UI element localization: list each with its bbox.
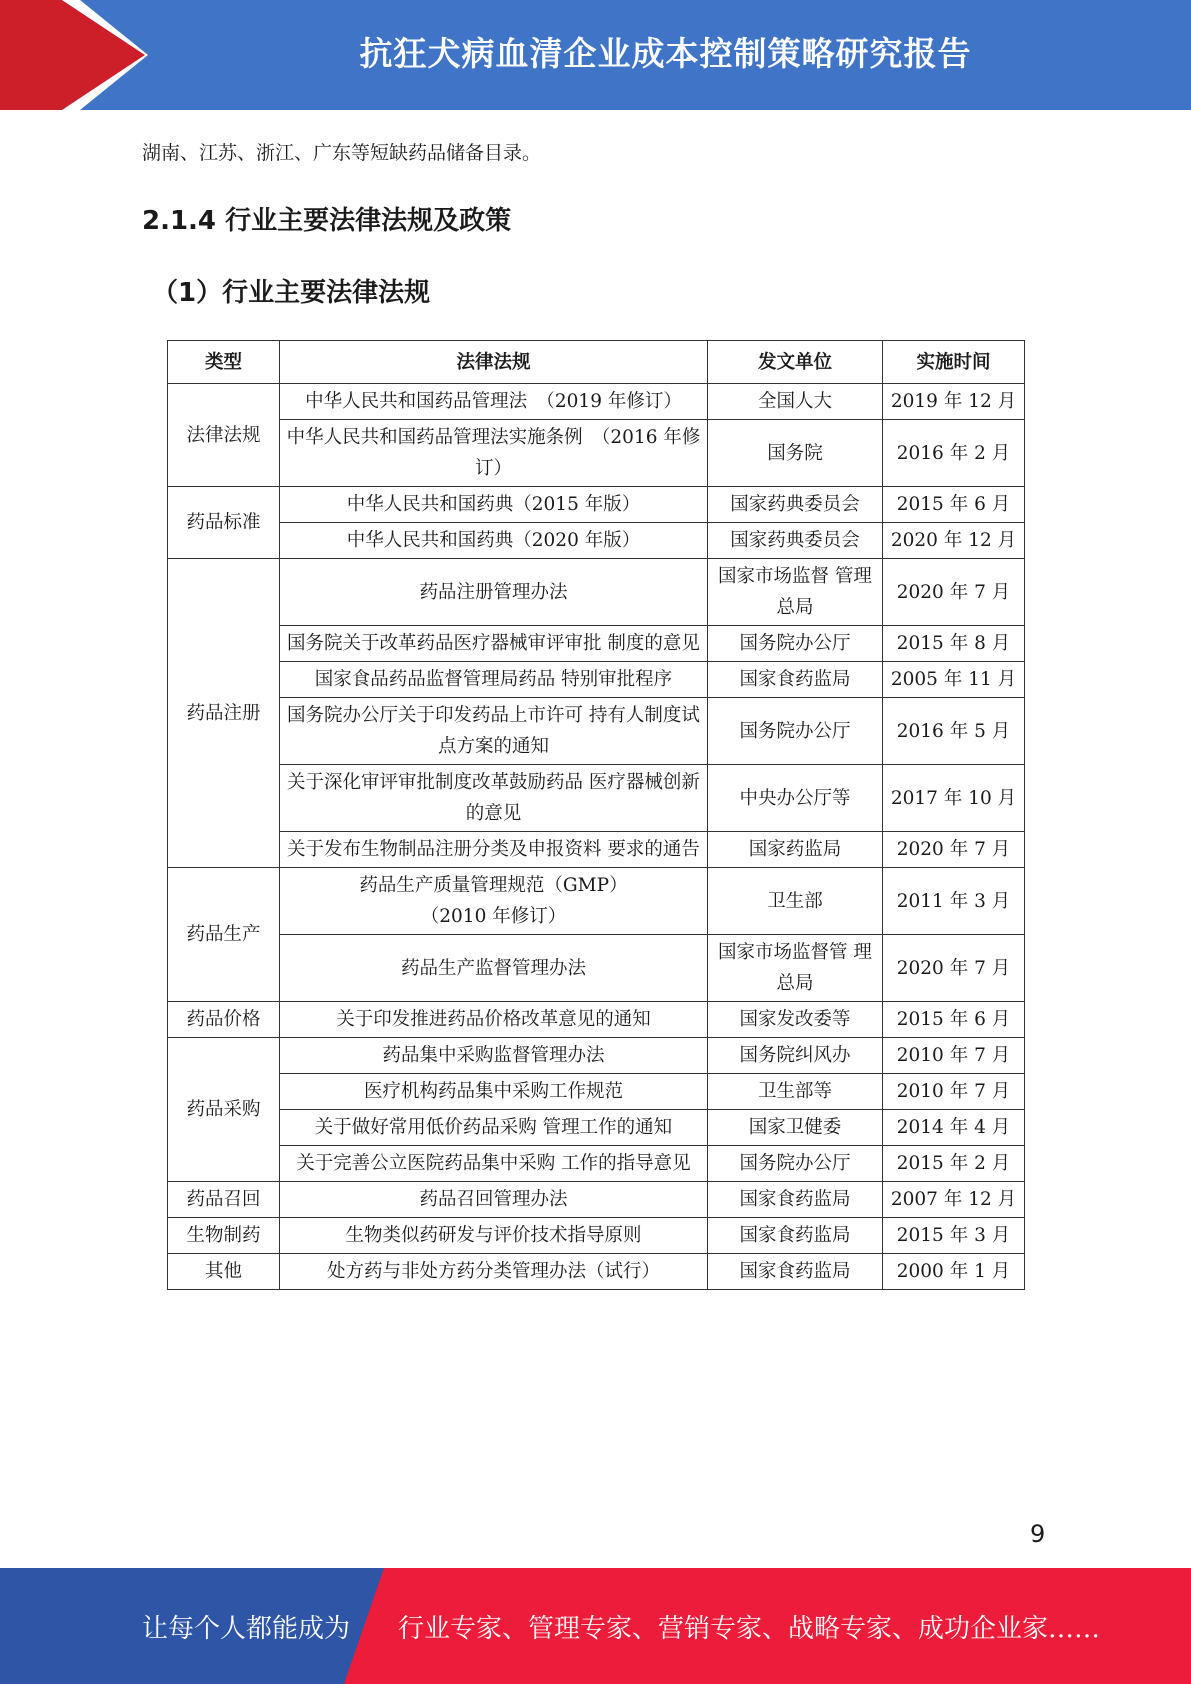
effective-date-cell: 2020 年 7 月 [883, 832, 1025, 868]
effective-date-cell: 2015 年 6 月 [883, 487, 1025, 523]
table-row [168, 1254, 1025, 1290]
column-header-regulation: 法律法规 [280, 341, 708, 384]
issuer-cell: 国家食药监局 [708, 1254, 883, 1290]
issuer-cell: 国家发改委等 [708, 1002, 883, 1038]
section-heading: 2.1.4 行业主要法律法规及政策 [142, 206, 512, 236]
table-row [168, 765, 1025, 832]
issuer-cell: 国家市场监督 管理总局 [708, 559, 883, 626]
intro-text: 湖南、江苏、浙江、广东等短缺药品储备目录。 [142, 142, 542, 164]
table-row [168, 1038, 1025, 1074]
category-cell: 其他 [168, 1254, 280, 1290]
table-row [168, 1074, 1025, 1110]
table-row [168, 868, 1025, 935]
issuer-cell: 国家药监局 [708, 832, 883, 868]
issuer-cell: 国家卫健委 [708, 1110, 883, 1146]
effective-date-cell: 2015 年 3 月 [883, 1218, 1025, 1254]
regulation-cell: 中华人民共和国药品管理法 （2019 年修订） [280, 384, 708, 420]
regulation-cell: 国务院办公厅关于印发药品上市许可 持有人制度试点方案的通知 [280, 698, 708, 765]
regulation-cell: 关于做好常用低价药品采购 管理工作的通知 [280, 1110, 708, 1146]
subsection-heading: （1）行业主要法律法规 [152, 278, 431, 308]
table-row [168, 523, 1025, 559]
issuer-cell: 卫生部 [708, 868, 883, 935]
regulation-cell: 医疗机构药品集中采购工作规范 [280, 1074, 708, 1110]
effective-date-cell: 2011 年 3 月 [883, 868, 1025, 935]
table-row [168, 384, 1025, 420]
table-row [168, 662, 1025, 698]
effective-date-cell: 2015 年 8 月 [883, 626, 1025, 662]
issuer-cell: 国家食药监局 [708, 1182, 883, 1218]
effective-date-cell: 2000 年 1 月 [883, 1254, 1025, 1290]
table-row [168, 832, 1025, 868]
effective-date-cell: 2010 年 7 月 [883, 1074, 1025, 1110]
table-header-row [168, 341, 1025, 384]
effective-date-cell: 2020 年 7 月 [883, 559, 1025, 626]
regulation-cell: 药品生产质量管理规范（GMP） （2010 年修订） [280, 868, 708, 935]
table-row [168, 1182, 1025, 1218]
regulation-cell: 处方药与非处方药分类管理办法（试行） [280, 1254, 708, 1290]
table-row [168, 1110, 1025, 1146]
effective-date-cell: 2015 年 6 月 [883, 1002, 1025, 1038]
regulation-cell: 关于发布生物制品注册分类及申报资料 要求的通告 [280, 832, 708, 868]
category-cell: 法律法规 [168, 384, 280, 487]
table-row [168, 1218, 1025, 1254]
category-cell: 药品召回 [168, 1182, 280, 1218]
table-row [168, 1146, 1025, 1182]
category-cell: 药品采购 [168, 1038, 280, 1182]
effective-date-cell: 2020 年 12 月 [883, 523, 1025, 559]
effective-date-cell: 2016 年 5 月 [883, 698, 1025, 765]
table-row [168, 626, 1025, 662]
footer-slogan-right: 行业专家、管理专家、营销专家、战略专家、成功企业家…… [398, 1614, 1101, 1644]
column-header-issuer: 发文单位 [708, 341, 883, 384]
regulation-cell: 关于印发推进药品价格改革意见的通知 [280, 1002, 708, 1038]
issuer-cell: 中央办公厅等 [708, 765, 883, 832]
page-number: 9 [1030, 1520, 1046, 1548]
category-cell: 药品标准 [168, 487, 280, 559]
effective-date-cell: 2020 年 7 月 [883, 935, 1025, 1002]
regulation-cell: 药品召回管理办法 [280, 1182, 708, 1218]
table-row [168, 487, 1025, 523]
table-row [168, 420, 1025, 487]
regulation-cell: 国务院关于改革药品医疗器械审评审批 制度的意见 [280, 626, 708, 662]
effective-date-cell: 2017 年 10 月 [883, 765, 1025, 832]
table-row [168, 935, 1025, 1002]
footer-slogan-left: 让每个人都能成为 [142, 1614, 351, 1644]
table-row [168, 698, 1025, 765]
category-cell: 生物制药 [168, 1218, 280, 1254]
category-cell: 药品生产 [168, 868, 280, 1002]
page-footer [0, 1568, 1191, 1684]
column-header-type: 类型 [168, 341, 280, 384]
issuer-cell: 国务院办公厅 [708, 626, 883, 662]
effective-date-cell: 2016 年 2 月 [883, 420, 1025, 487]
regulation-cell: 药品集中采购监督管理办法 [280, 1038, 708, 1074]
regulation-cell: 中华人民共和国药典（2020 年版） [280, 523, 708, 559]
regulation-cell: 中华人民共和国药典（2015 年版） [280, 487, 708, 523]
issuer-cell: 国务院纠风办 [708, 1038, 883, 1074]
effective-date-cell: 2014 年 4 月 [883, 1110, 1025, 1146]
regulation-cell: 国家食品药品监督管理局药品 特别审批程序 [280, 662, 708, 698]
regulation-cell: 关于完善公立医院药品集中采购 工作的指导意见 [280, 1146, 708, 1182]
issuer-cell: 国务院办公厅 [708, 1146, 883, 1182]
page-header [0, 0, 1191, 110]
regulation-cell: 中华人民共和国药品管理法实施条例 （2016 年修订） [280, 420, 708, 487]
effective-date-cell: 2007 年 12 月 [883, 1182, 1025, 1218]
report-title: 抗狂犬病血清企业成本控制策略研究报告 [359, 34, 972, 73]
issuer-cell: 国家食药监局 [708, 1218, 883, 1254]
issuer-cell: 卫生部等 [708, 1074, 883, 1110]
issuer-cell: 全国人大 [708, 384, 883, 420]
regulations-table [167, 340, 1025, 1290]
table-row [168, 559, 1025, 626]
issuer-cell: 国务院办公厅 [708, 698, 883, 765]
regulation-cell: 药品生产监督管理办法 [280, 935, 708, 1002]
header-arrow-decoration [0, 0, 160, 110]
regulation-cell: 生物类似药研发与评价技术指导原则 [280, 1218, 708, 1254]
table-body [168, 384, 1025, 1290]
regulation-cell: 药品注册管理办法 [280, 559, 708, 626]
column-header-effective-date: 实施时间 [883, 341, 1025, 384]
effective-date-cell: 2005 年 11 月 [883, 662, 1025, 698]
category-cell: 药品注册 [168, 559, 280, 868]
effective-date-cell: 2019 年 12 月 [883, 384, 1025, 420]
category-cell: 药品价格 [168, 1002, 280, 1038]
effective-date-cell: 2010 年 7 月 [883, 1038, 1025, 1074]
issuer-cell: 国务院 [708, 420, 883, 487]
issuer-cell: 国家市场监督管 理总局 [708, 935, 883, 1002]
issuer-cell: 国家食药监局 [708, 662, 883, 698]
effective-date-cell: 2015 年 2 月 [883, 1146, 1025, 1182]
table-row [168, 1002, 1025, 1038]
issuer-cell: 国家药典委员会 [708, 523, 883, 559]
issuer-cell: 国家药典委员会 [708, 487, 883, 523]
regulation-cell: 关于深化审评审批制度改革鼓励药品 医疗器械创新的意见 [280, 765, 708, 832]
